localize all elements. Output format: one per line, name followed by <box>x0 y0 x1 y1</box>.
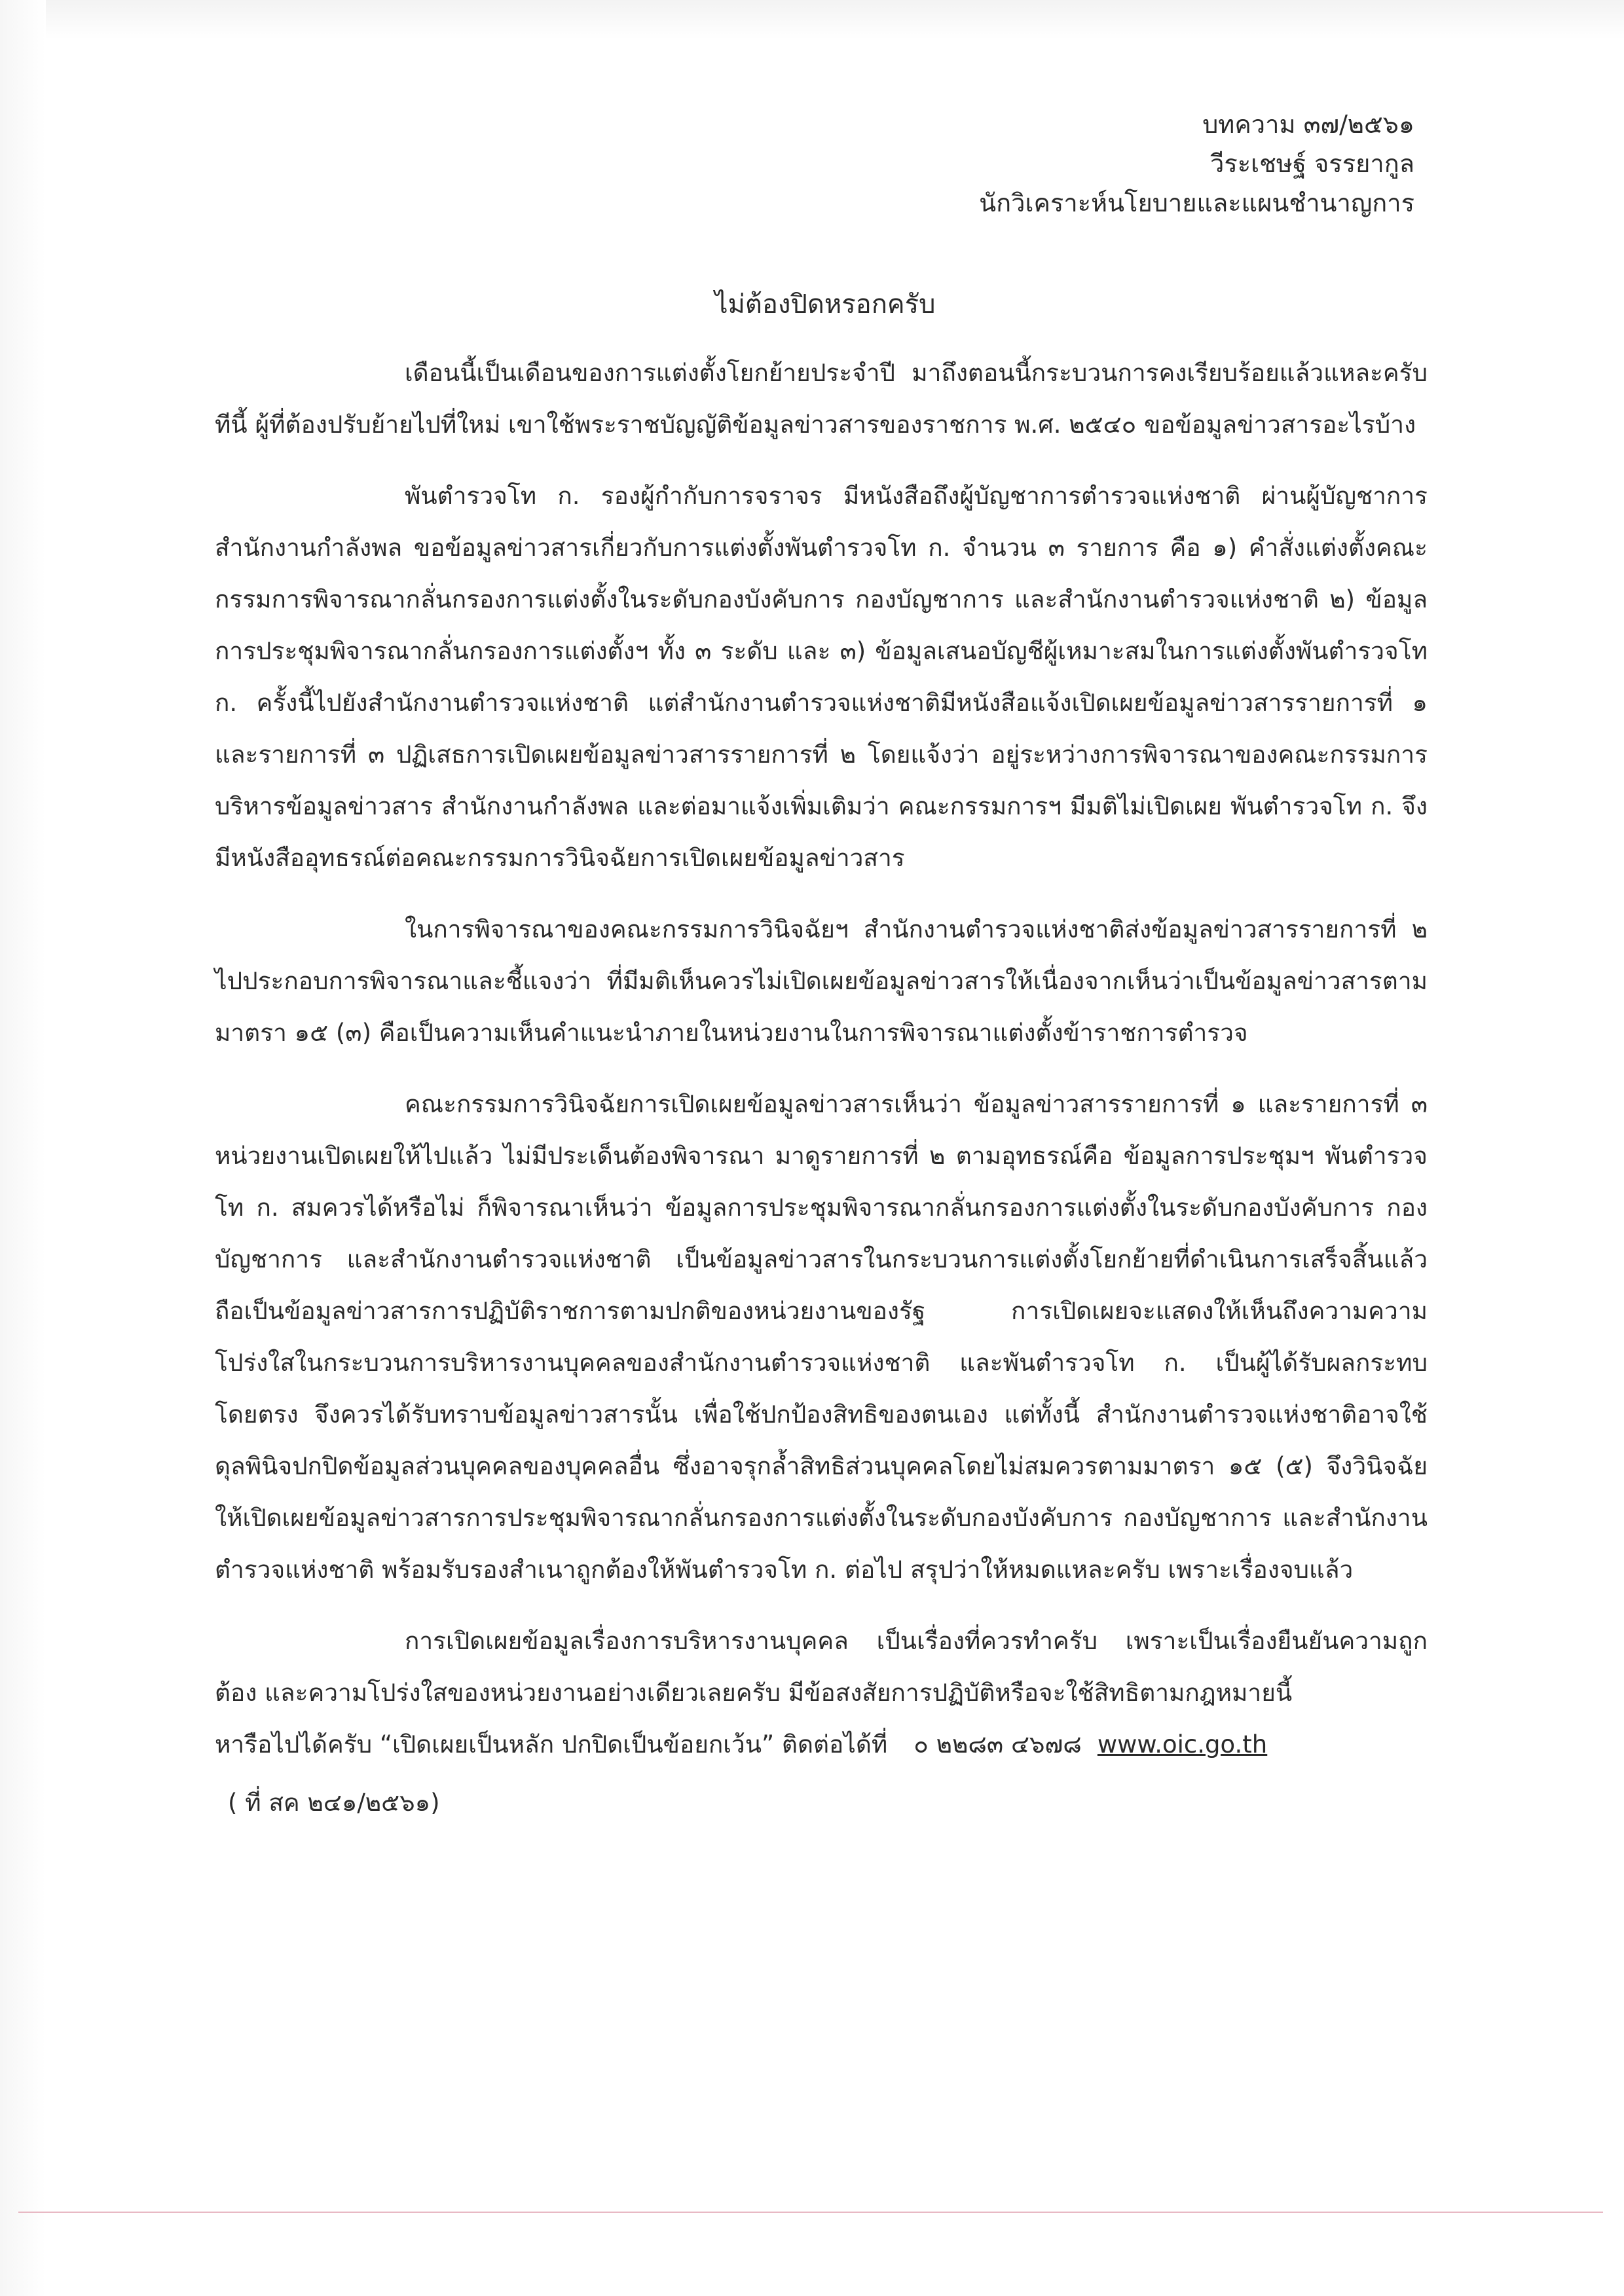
contact-line <box>215 1719 1428 1770</box>
article-body <box>215 347 1428 1829</box>
paragraph-intro: เดือนนี้เป็นเดือนของการแต่งตั้งโยกย้ายประจำปี มาถึงตอนนี้กระบวนการคงเรียบร้อยแล้วแหละครับ ทีนี้ ผู้ที่ต้องปรับย้ายไปที่ใหม่ เขาใช้พระราชบัญญัติข้อมูลข่าวสารของราชการ พ.ศ. ๒๕๔๐ ขอข้อมูลข่าวสารอะไรบ้าง <box>215 359 1428 439</box>
article-title: ไม่ต้องปิดหรอกครับ <box>714 289 936 319</box>
scan-shadow-left <box>0 0 46 2296</box>
contact-text: หารือไปได้ครับ “เปิดเผยเป็นหลัก ปกปิดเป็นข้อยกเว้น” ติดต่อได้ที่ <box>215 1730 888 1758</box>
paragraph-conclusion: การเปิดเผยข้อมูลเรื่องการบริหารงานบุคคล เป็นเรื่องที่ควรทำครับ เพราะเป็นเรื่องยืนยันความถูกต้อง และความโปร่งใสของหน่วยงานอย่างเดียวเลยครับ มีข้อสงสัยการปฏิบัติหรือจะใช้สิทธิตามกฎหมายนี้ <box>215 1627 1428 1707</box>
bottom-divider <box>18 2212 1603 2213</box>
paragraph-agency-argument: ในการพิจารณาของคณะกรรมการวินิจฉัยฯ สำนักงานตำรวจแห่งชาติส่งข้อมูลข่าวสารรายการที่ ๒ ไปประกอบการพิจารณาและชี้แจงว่า ที่มีมติเห็นควรไม่เปิดเผยข้อมูลข่าวสารให้เนื่องจากเห็นว่าเป็นข้อมูลข่าวสารตามมาตรา ๑๕ (๓) คือเป็นความเห็นคำแนะนำภายในหน่วยงานในการพิจารณาแต่งตั้งข้าราชการตำรวจ <box>215 915 1428 1047</box>
author-position: นักวิเคราะห์นโยบายและแผนชำนาญการ <box>979 189 1414 217</box>
author-name: วีระเชษฐ์ จรรยากูล <box>1209 149 1414 178</box>
article-header <box>629 105 1414 223</box>
paragraph-request: พันตำรวจโท ก. รองผู้กำกับการจราจร มีหนังสือถึงผู้บัญชาการตำรวจแห่งชาติ ผ่านผู้บัญชาการสำนักงานกำลังพล ขอข้อมูลข่าวสารเกี่ยวกับการแต่งตั้งพันตำรวจโท ก. จำนวน ๓ รายการ คือ ๑) คำสั่งแต่งตั้งคณะกรรมการพิจารณากลั่นกรองการแต่งตั้งในระดับกองบังคับการ กองบัญชาการ และสำนักงานตำรวจแห่งชาติ ๒) ข้อมูลการประชุมพิจารณากลั่นกรองการแต่งตั้งฯ ทั้ง ๓ ระดับ และ ๓) ข้อมูลเสนอบัญชีผู้เหมาะสมในการแต่งตั้งพันตำรวจโท ก. ครั้งนี้ไปยังสำนักงานตำรวจแห่งชาติ แต่สำนักงานตำรวจแห่งชาติมีหนังสือแจ้งเปิดเผยข้อมูลข่าวสารรายการที่ ๑ และรายการที่ ๓ ปฏิเสธการเปิดเผยข้อมูลข่าวสารรายการที่ ๒ โดยแจ้งว่า อยู่ระหว่างการพิจารณาของคณะกรรมการบริหารข้อมูลข่าวสาร สำนักงานกำลังพล และต่อมาแจ้งเพิ่มเติมว่า คณะกรรมการฯ มีมติไม่เปิดเผย พันตำรวจโท ก. จึงมีหนังสืออุทธรณ์ต่อคณะกรรมการวินิจฉัยการเปิดเผยข้อมูลข่าวสาร <box>215 482 1428 872</box>
website-link[interactable]: www.oic.go.th <box>1097 1730 1268 1758</box>
phone-number: ๐ ๒๒๘๓ ๔๖๗๘ <box>913 1730 1082 1758</box>
article-number: บทความ ๓๗/๒๕๖๑ <box>1202 110 1414 139</box>
scan-shadow-top <box>0 0 1624 39</box>
document-reference: ( ที่ สค ๒๔๑/๒๕๖๑) <box>228 1789 440 1817</box>
paragraph-ruling: คณะกรรมการวินิจฉัยการเปิดเผยข้อมูลข่าวสารเห็นว่า ข้อมูลข่าวสารรายการที่ ๑ และรายการที่ ๓ หน่วยงานเปิดเผยให้ไปแล้ว ไม่มีประเด็นต้องพิจารณา มาดูรายการที่ ๒ ตามอุทธรณ์คือ ข้อมูลการประชุมฯ พันตำรวจโท ก. สมควรได้หรือไม่ ก็พิจารณาเห็นว่า ข้อมูลการประชุมพิจารณากลั่นกรองการแต่งตั้งในระดับกองบังคับการ กองบัญชาการ และสำนักงานตำรวจแห่งชาติ เป็นข้อมูลข่าวสารในกระบวนการแต่งตั้งโยกย้ายที่ดำเนินการเสร็จสิ้นแล้ว ถือเป็นข้อมูลข่าวสารการปฏิบัติราชการตามปกติของหน่วยงานของรัฐ การเปิดเผยจะแสดงให้เห็นถึงความความโปร่งใสในกระบวนการบริหารงานบุคคลของสำนักงานตำรวจแห่งชาติ และพันตำรวจโท ก. เป็นผู้ได้รับผลกระทบโดยตรง จึงควรได้รับทราบข้อมูลข่าวสารนั้น เพื่อใช้ปกป้องสิทธิของตนเอง แต่ทั้งนี้ สำนักงานตำรวจแห่งชาติอาจใช้ดุลพินิจปกปิดข้อมูลส่วนบุคคลของบุคคลอื่น ซึ่งอาจรุกล้ำสิทธิส่วนบุคคลโดยไม่สมควรตามมาตรา ๑๕ (๕) จึงวินิจฉัยให้เปิดเผยข้อมูลข่าวสารการประชุมพิจารณากลั่นกรองการแต่งตั้งในระดับกองบังคับการ กองบัญชาการ และสำนักงานตำรวจแห่งชาติ พร้อมรับรองสำเนาถูกต้องให้พันตำรวจโท ก. ต่อไป สรุปว่าให้หมดแหละครับ เพราะเรื่องจบแล้ว <box>215 1090 1428 1584</box>
